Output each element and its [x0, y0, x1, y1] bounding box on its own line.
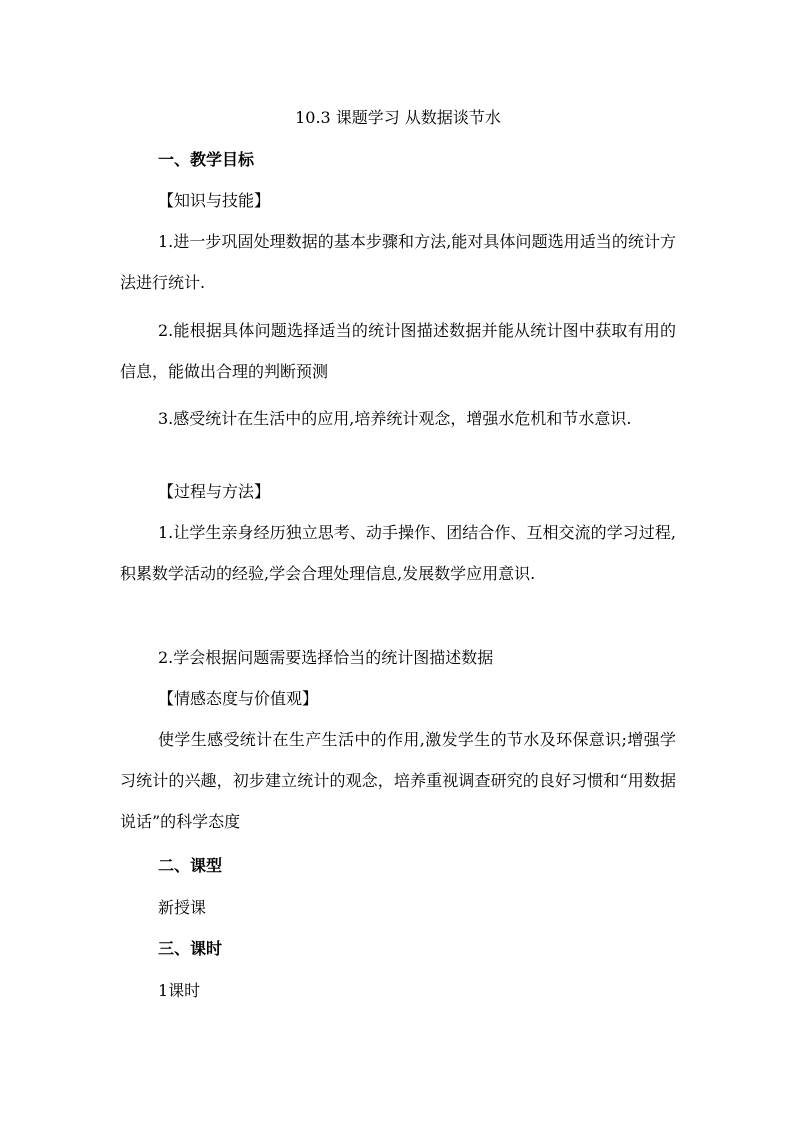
knowledge-item-1: 1.进一步巩固处理数据的基本步骤和方法,能对具体问题选用适当的统计方法进行统计.: [120, 232, 676, 292]
lesson-type-text: 新授课: [158, 898, 207, 917]
subheading-process-methods: 【过程与方法】: [158, 482, 271, 501]
subheading-emotion-values: 【情感态度与价值观】: [158, 689, 319, 708]
section-heading-class-hours: 三、课时: [158, 939, 223, 958]
section-heading-teaching-goals: 一、教学目标: [158, 150, 255, 169]
subheading-knowledge-skills: 【知识与技能】: [158, 191, 271, 210]
document-title: 10.3 课题学习 从数据谈节水: [295, 108, 501, 127]
process-item-2: 2.学会根据问题需要选择恰当的统计图描述数据: [158, 648, 494, 667]
knowledge-item-2: 2.能根据具体问题选择适当的统计图描述数据并能从统计图中获取有用的信息，能做出合理的判断预测: [120, 321, 676, 381]
emotion-paragraph: 使学生感受统计在生产生活中的作用,激发学生的节水及环保意识;增强学习统计的兴趣，初步建立统计的观念，培养重视调查研究的良好习惯和“用数据说话”的科学态度: [120, 730, 676, 831]
process-item-1: 1.让学生亲身经历独立思考、动手操作、团结合作、互相交流的学习过程,积累数学活动的经验,学会合理处理信息,发展数学应用意识.: [120, 523, 676, 583]
knowledge-item-3: 3.感受统计在生活中的应用,培养统计观念，增强水危机和节水意识.: [158, 409, 632, 428]
section-heading-lesson-type: 二、课型: [158, 856, 223, 875]
class-hours-text: 1课时: [158, 981, 201, 1000]
